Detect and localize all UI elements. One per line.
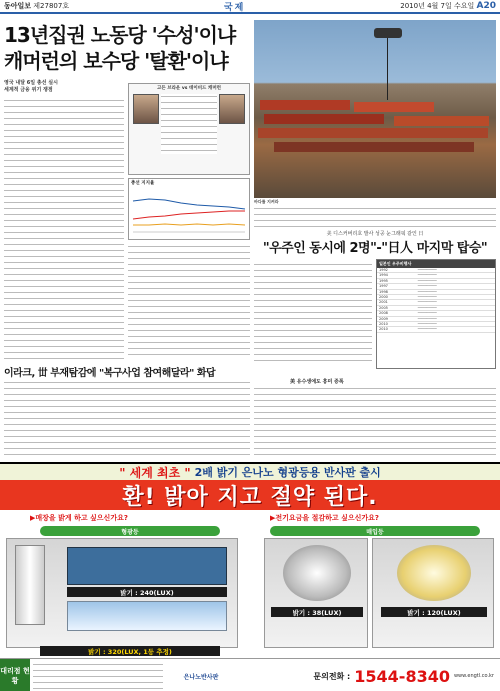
ad-question-2: ▶전기요금을 절감하고 싶으신가요? — [270, 514, 379, 522]
candidates-graphic: 고든 브라운 vs 데이비드 캐머런 — [128, 83, 250, 175]
fluorescent-brightness: 밝기 : 240(LUX) — [67, 587, 227, 597]
paper-info: 동아일보 제27807호 — [4, 2, 70, 10]
ad-footer: 대리점 현황 은나노반사판 문의전화 : 1544-8340 www.engtl.co.kr — [0, 658, 500, 691]
ad-question-1: ▶매장을 밝게 하고 싶으신가요? — [30, 514, 128, 522]
dealer-list — [33, 662, 163, 690]
astronaut-table: 일본인 우주비행사 1992 ───────── 1994 ───────── 1995 ───────── 1997 ───────── 1998 ───────── 2000 ───────── 2001 ───────── 2005 ───────── 2008 ───────── 2009 ───────── 2010 ───────── 2010 ───────── — [376, 259, 496, 369]
fluorescent-brightness-bottom: 밝기 : 320(LUX, 1등 추정) — [40, 646, 220, 656]
downlight-after — [372, 538, 494, 648]
date-and-page: 2010년 4월 7일 수요일 A20 — [400, 1, 496, 11]
article2-heading: 美 디스커버리호 발사 성공 눈그래픽 같인 日 "우주인 동시에 2명"-"日人 마지막 탑승" — [262, 231, 488, 256]
ad-banner: " 세계 최초 " 2배 밝기 은나노 형광등용 반사판 출시 — [0, 464, 500, 480]
ship-photo — [254, 20, 496, 198]
article1-headline: 13년집권 노동당 '수성'이냐 캐머런의 보수당 '탈환'이냐 — [4, 23, 236, 73]
phone-number: 1544-8340 — [354, 666, 450, 686]
poll-chart-lines — [129, 187, 249, 237]
article2-body — [254, 262, 372, 362]
masthead — [0, 0, 500, 14]
helicopter — [374, 28, 402, 38]
article1-body-col1 — [4, 98, 124, 360]
comparison-text — [161, 94, 217, 154]
article3-body — [4, 380, 250, 458]
downlight-brightness-after: 밝기 : 120(LUX) — [381, 607, 487, 617]
fluorescent-comparison — [6, 538, 238, 648]
portrait-right — [219, 94, 245, 124]
downlight-brightness-before: 밝기 : 38(LUX) — [271, 607, 363, 617]
article1-body-col2 — [128, 244, 250, 360]
dealer-label: 대리점 현황 — [0, 659, 30, 691]
article2-body-cont — [254, 386, 496, 458]
article3-headline: 이라크, 丗 부재탐감에 "복구사업 참여해달라" 화답 — [4, 368, 216, 379]
fluorescent-label: 형광등 — [40, 526, 220, 536]
brand-name: 은나노반사판 — [183, 673, 219, 681]
ad-slogan: 환! 밝아 지고 절약 된다. — [0, 480, 500, 510]
downlight-before — [264, 538, 368, 648]
downlight-label: 매입등 — [270, 526, 480, 536]
article2-subhead: 美 유수생에도 흥미 증폭 — [290, 379, 344, 385]
article1-deck: 영국 내달 6일 총선 실시 세계적 금융 위기 쟁점 — [4, 80, 58, 93]
lamp-advertisement — [0, 462, 500, 691]
section-title: 국제 — [223, 2, 246, 13]
portrait-left — [133, 94, 159, 124]
photo-caption: 바다를 지켜라 — [254, 199, 496, 228]
poll-chart: 총선 지지율 — [128, 178, 250, 240]
website: www.engtl.co.kr — [453, 673, 494, 679]
